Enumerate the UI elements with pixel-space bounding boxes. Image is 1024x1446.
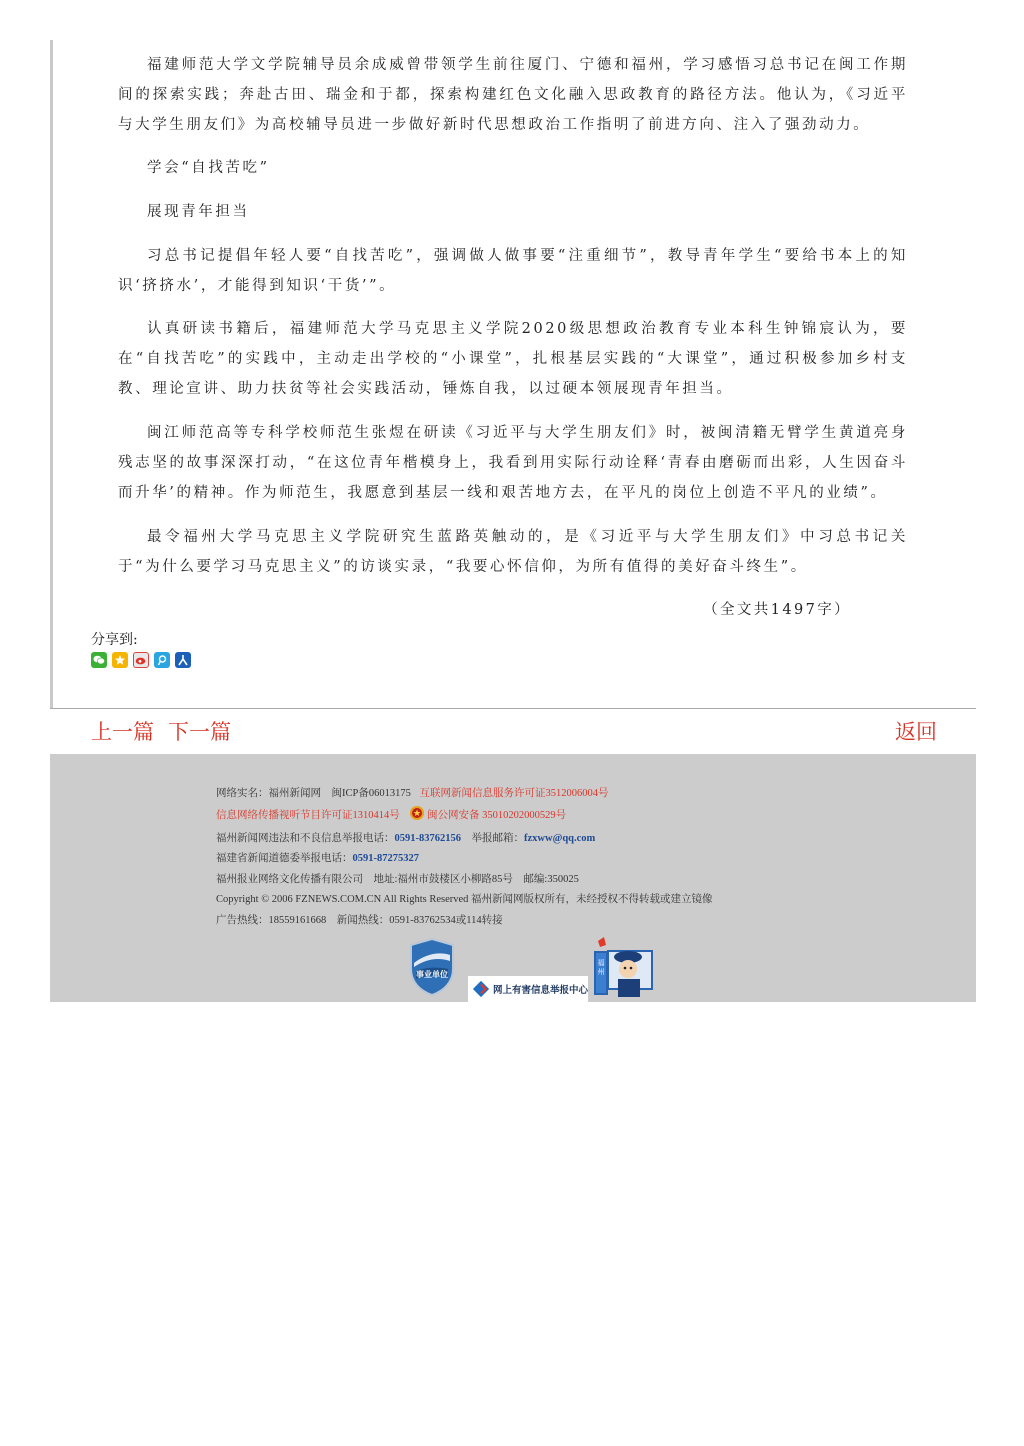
shield-icon [408, 937, 456, 997]
article-paragraph: 最令福州大学马克思主义学院研究生蓝路英触动的，是《习近平与大学生朋友们》中习总书记关于“为什么要学习马克思主义”的访谈实录，“我要心怀信仰，为所有值得的美好奋斗终生”。 [118, 529, 908, 575]
footer-line-report [216, 830, 595, 845]
next-article-link[interactable]: 下一篇 [168, 720, 231, 744]
wechat-icon[interactable] [91, 652, 107, 668]
icp-text: 网络实名：福州新闻网 闽ICP备06013175 [216, 788, 411, 799]
back-link[interactable]: 返回 [895, 720, 937, 744]
report-email-label: 举报邮箱： [461, 833, 524, 844]
footer-copyright: Copyright © 2006 FZNEWS.COM.CN All Rights Reserved 福州新闻网版权所有，未经授权不得转载或建立镜像 [216, 894, 713, 905]
tencent-weibo-icon[interactable] [154, 652, 170, 668]
ethics-phone: 0591-87275327 [352, 853, 419, 864]
qzone-icon[interactable] [112, 652, 128, 668]
report-center-text: 网上有害信息举报中心 [492, 985, 588, 996]
report-phone: 0591-83762156 [394, 833, 461, 844]
section-heading: 展现青年担当 [147, 204, 250, 220]
harmful-info-report-link[interactable] [468, 976, 588, 1002]
news-license-link[interactable]: 互联网新闻信息服务许可证3512006004号 [419, 788, 609, 799]
share-label: 分享到: [91, 632, 138, 648]
word-count: （全文共1497字） [703, 602, 851, 618]
ethics-phone-label: 福建省新闻道德委举报电话： [216, 853, 353, 864]
site-footer [50, 754, 976, 1002]
weibo-icon[interactable] [133, 652, 149, 668]
section-heading: 学会“自找苦吃” [147, 160, 270, 176]
footer-line-registration [216, 785, 608, 800]
prev-article-link[interactable]: 上一篇 [91, 720, 154, 744]
cyber-police-badge[interactable] [592, 937, 656, 999]
article-paragraph: 闽江师范高等专科学校师范生张煜在研读《习近平与大学生朋友们》时，被闽清籍无臂学生黄道亮身残志坚的故事深深打动，“在这位青年楷模身上，我看到用实际行动诠释‘青春由磨砺而出彩，人生因奋斗而升华’的精神。作为师范生，我愿意到基层一线和艰苦地方去，在平凡的岗位上创造不平凡的业绩”。 [118, 425, 908, 501]
footer-line-licenses [216, 806, 566, 822]
report-phone-label: 福州新闻网违法和不良信息举报电话： [216, 833, 395, 844]
badge-text: 事业单位 [416, 970, 448, 979]
article-paragraph: 习总书记提倡年轻人要“自找苦吃”，强调做人做事要“注重细节”，教导青年学生“要给书本上的知识‘挤挤水’，才能得到知识‘干货’”。 [118, 248, 908, 294]
report-center-icon [472, 979, 490, 999]
share-icon-bar [91, 652, 191, 668]
footer-line-ethics [216, 850, 419, 865]
renren-icon[interactable] [175, 652, 191, 668]
report-email-link[interactable]: fzxww@qq.com [524, 833, 596, 844]
police-badge-text: 福州 [597, 959, 605, 976]
public-security-link[interactable]: 闽公网安备 35010202000529号 [427, 810, 567, 821]
police-badge-icon [410, 806, 424, 820]
article-body [50, 40, 976, 708]
divider [50, 708, 976, 709]
article-paragraph: 福建师范大学文学院辅导员余成威曾带领学生前往厦门、宁德和福州，学习感悟习总书记在闽工作期间的探索实践；奔赴古田、瑞金和于都，探索构建红色文化融入思政教育的路径方法。他认为，《习近平与大学生朋友们》为高校辅导员进一步做好新时代思想政治工作指明了前进方向、注入了强劲动力。 [118, 57, 908, 133]
footer-hotlines: 广告热线：18559161668 新闻热线：0591-83762534或114转接 [216, 915, 503, 926]
footer-company-address: 福州报业网络文化传播有限公司 地址:福州市鼓楼区小柳路85号 邮编:350025 [216, 874, 579, 885]
article-paragraph: 认真研读书籍后，福建师范大学马克思主义学院2020级思想政治教育专业本科生钟锦宸认为，要在“自找苦吃”的实践中，主动走出学校的“小课堂”，扎根基层实践的“大课堂”，通过积极参加乡村支教、理论宣讲、助力扶贫等社会实践活动，锤炼自我，以过硬本领展现青年担当。 [118, 321, 908, 397]
av-license-link[interactable]: 信息网络传播视听节目许可证1310414号 [216, 810, 400, 821]
public-institution-badge[interactable] [408, 937, 456, 997]
